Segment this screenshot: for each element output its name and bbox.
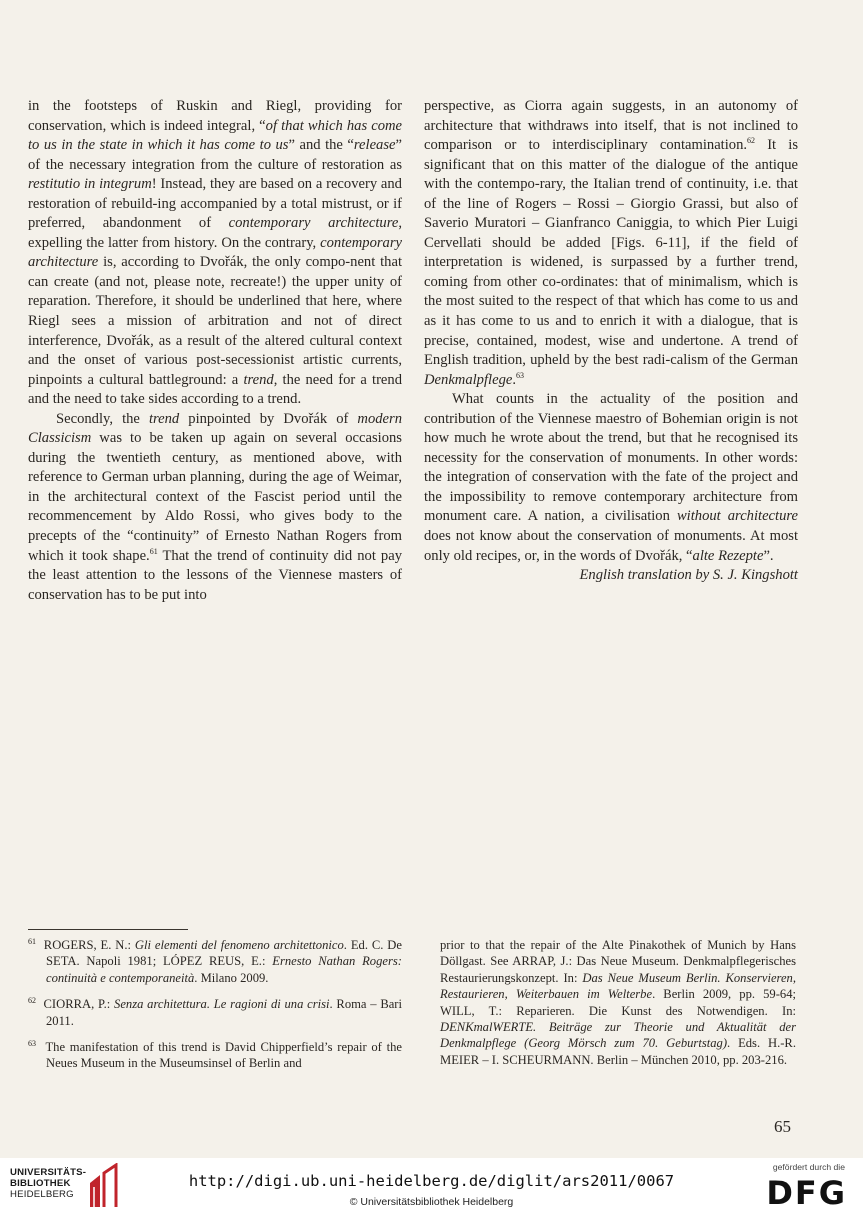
body-column-left — [28, 97, 402, 605]
footnote-continuation: prior to that the repair of the Alte Pinakothek of Munich by Hans Döllgast. See ARRAP, J.: Das Neue Museum. Denkmalpflegerisches Restaurierungskonzept. In: Das Neue Museum Berlin. Konservieren, Restaurieren, Weiterbauen im Welterbe. Berlin 2009, pp. 59-64; WILL, T.: Reparieren. Die Kunst des Notwendigen. In: DENKmalWERTE. Beiträge zur Theorie und Aktualität der Denkmalpflege (Georg Mörsch zum 70. Geburtstag). Eds. H.-R. MEIER – I. SCHEURMANN. Berlin – München 2010, pp. 203-216. — [440, 938, 796, 1067]
footnotes-left — [28, 937, 402, 1082]
paragraph: perspective, as Ciorra again suggests, in an autonomy of architecture that withdraws into itself, that is not inclined to comparison or to interdisciplinary contamination.$^{62}$ It is significant that on this matter of the dialogue of the antique with the contempo-rary, the Italian trend of continuity, i.e. that of the line of Rogers – Rossi – Giorgio Grassi, but also of Saverio Muratori – Gianfranco Caniggia, to which Pier Luigi Cervellati should be added [Figs. 6-11], if the field of interpretation is widened, is surpassed by a further trend, coming from other co-ordinates: that of minimalism, which is the most suited to the respect of that which has come to us and as it has come to us and to enrich it with a dialogue, that is precise, contained, modest, wise and undertone. A trend of English tradition, upheld by the best radi-calism of the German Denkmalpflege.$^{63}$ — [424, 98, 799, 388]
paragraph: in the footsteps of Ruskin and Riegl, providing for conservation, which is indeed integral, “of that which has come to us in the state in which it has come to us” and the “release” of the necessary integration from the culture of restoration as restitutio in integrum! Instead, they are based on a recovery and restoration of rebuild-ing accompanied by a total mistrust, or if preferred, abandonment of contemporary architecture, expelling the latter from history. On the contrary, contemporary architecture is, according to Dvořák, the only compo-nent that can create (and not, please note, recreate!) the upper unity of reparation. Therefore, it should be underlined that here, where Riegl sees a mission of arbitration and not of direct interference, Dvořák, as a result of the altered cultural context and the onset of various post-secessionist artistic currents, pinpoints a cultural battleground: a trend, the need for a trend and the need to take sides according to a trend. — [28, 98, 403, 408]
library-name-line: UNIVERSITÄTS- — [10, 1167, 87, 1178]
footnote: $^{62}$ CIORRA, P.: Senza architettura. Le ragioni di una crisi. Roma – Bari 2011. — [28, 996, 403, 1028]
copyright-notice: © Universitätsbibliothek Heidelberg — [349, 1196, 514, 1208]
footnote-rule — [28, 929, 188, 930]
page-number: 65 — [774, 1117, 791, 1136]
body-column-right — [424, 97, 798, 586]
paragraph: Secondly, the trend pinpointed by Dvořák of modern Classicism was to be taken up again on several occasions during the twentieth century, as mentioned above, with reference to German urban planning, during the age of Weimar, in the architectural context of the Fascist period until the recommencement by Aldo Rossi, who gives body to the precepts of the “continuity” of Ernesto Nathan Rogers from which it took shape.$^{61}$ That the trend of continuity did not pay the least attention to the lessons of the Viennese masters of conservation has to be put into — [28, 410, 403, 603]
paragraph: What counts in the actuality of the position and contribution of the Viennese maestro of Bohemian origin is not how much he wrote about the trend, but that he recognised its necessity for the conservation of monuments. In other words: the integration of conservation with the fate of the project and the impossibility to remove contemporary architecture from monument care. A nation, a civilisation without architecture does not know about the conservation of monuments. At most only old recipes, or, in the words of Dvořák, “alte Rezepte”. — [424, 391, 798, 564]
library-name-line: HEIDELBERG — [10, 1189, 74, 1200]
footnotes-right — [440, 937, 796, 1078]
sponsor-label: gefördert durch die — [772, 1162, 845, 1172]
library-name-line: BIBLIOTHEK — [10, 1178, 71, 1189]
digitization-footer — [0, 1158, 863, 1217]
translation-credit: English translation by S. J. Kingshott — [579, 567, 798, 584]
footnote: $^{63}$ The manifestation of this trend is David Chipperfield’s repair of the Neues Museum in the Museumsinsel of Berlin and — [28, 1038, 402, 1071]
footnote: $^{61}$ ROGERS, E. N.: Gli elementi del fenomeno architettonico. Ed. C. De SETA. Napoli 1981; LÓPEZ REUS, E.: Ernesto Nathan Rogers: continuità e contemporaneità. Milano 2009. — [28, 936, 402, 985]
dfg-logo[interactable]: DFG — [766, 1174, 847, 1212]
permalink-url[interactable]: http://digi.ub.uni-heidelberg.de/diglit/ars2011/0067 — [188, 1172, 675, 1190]
